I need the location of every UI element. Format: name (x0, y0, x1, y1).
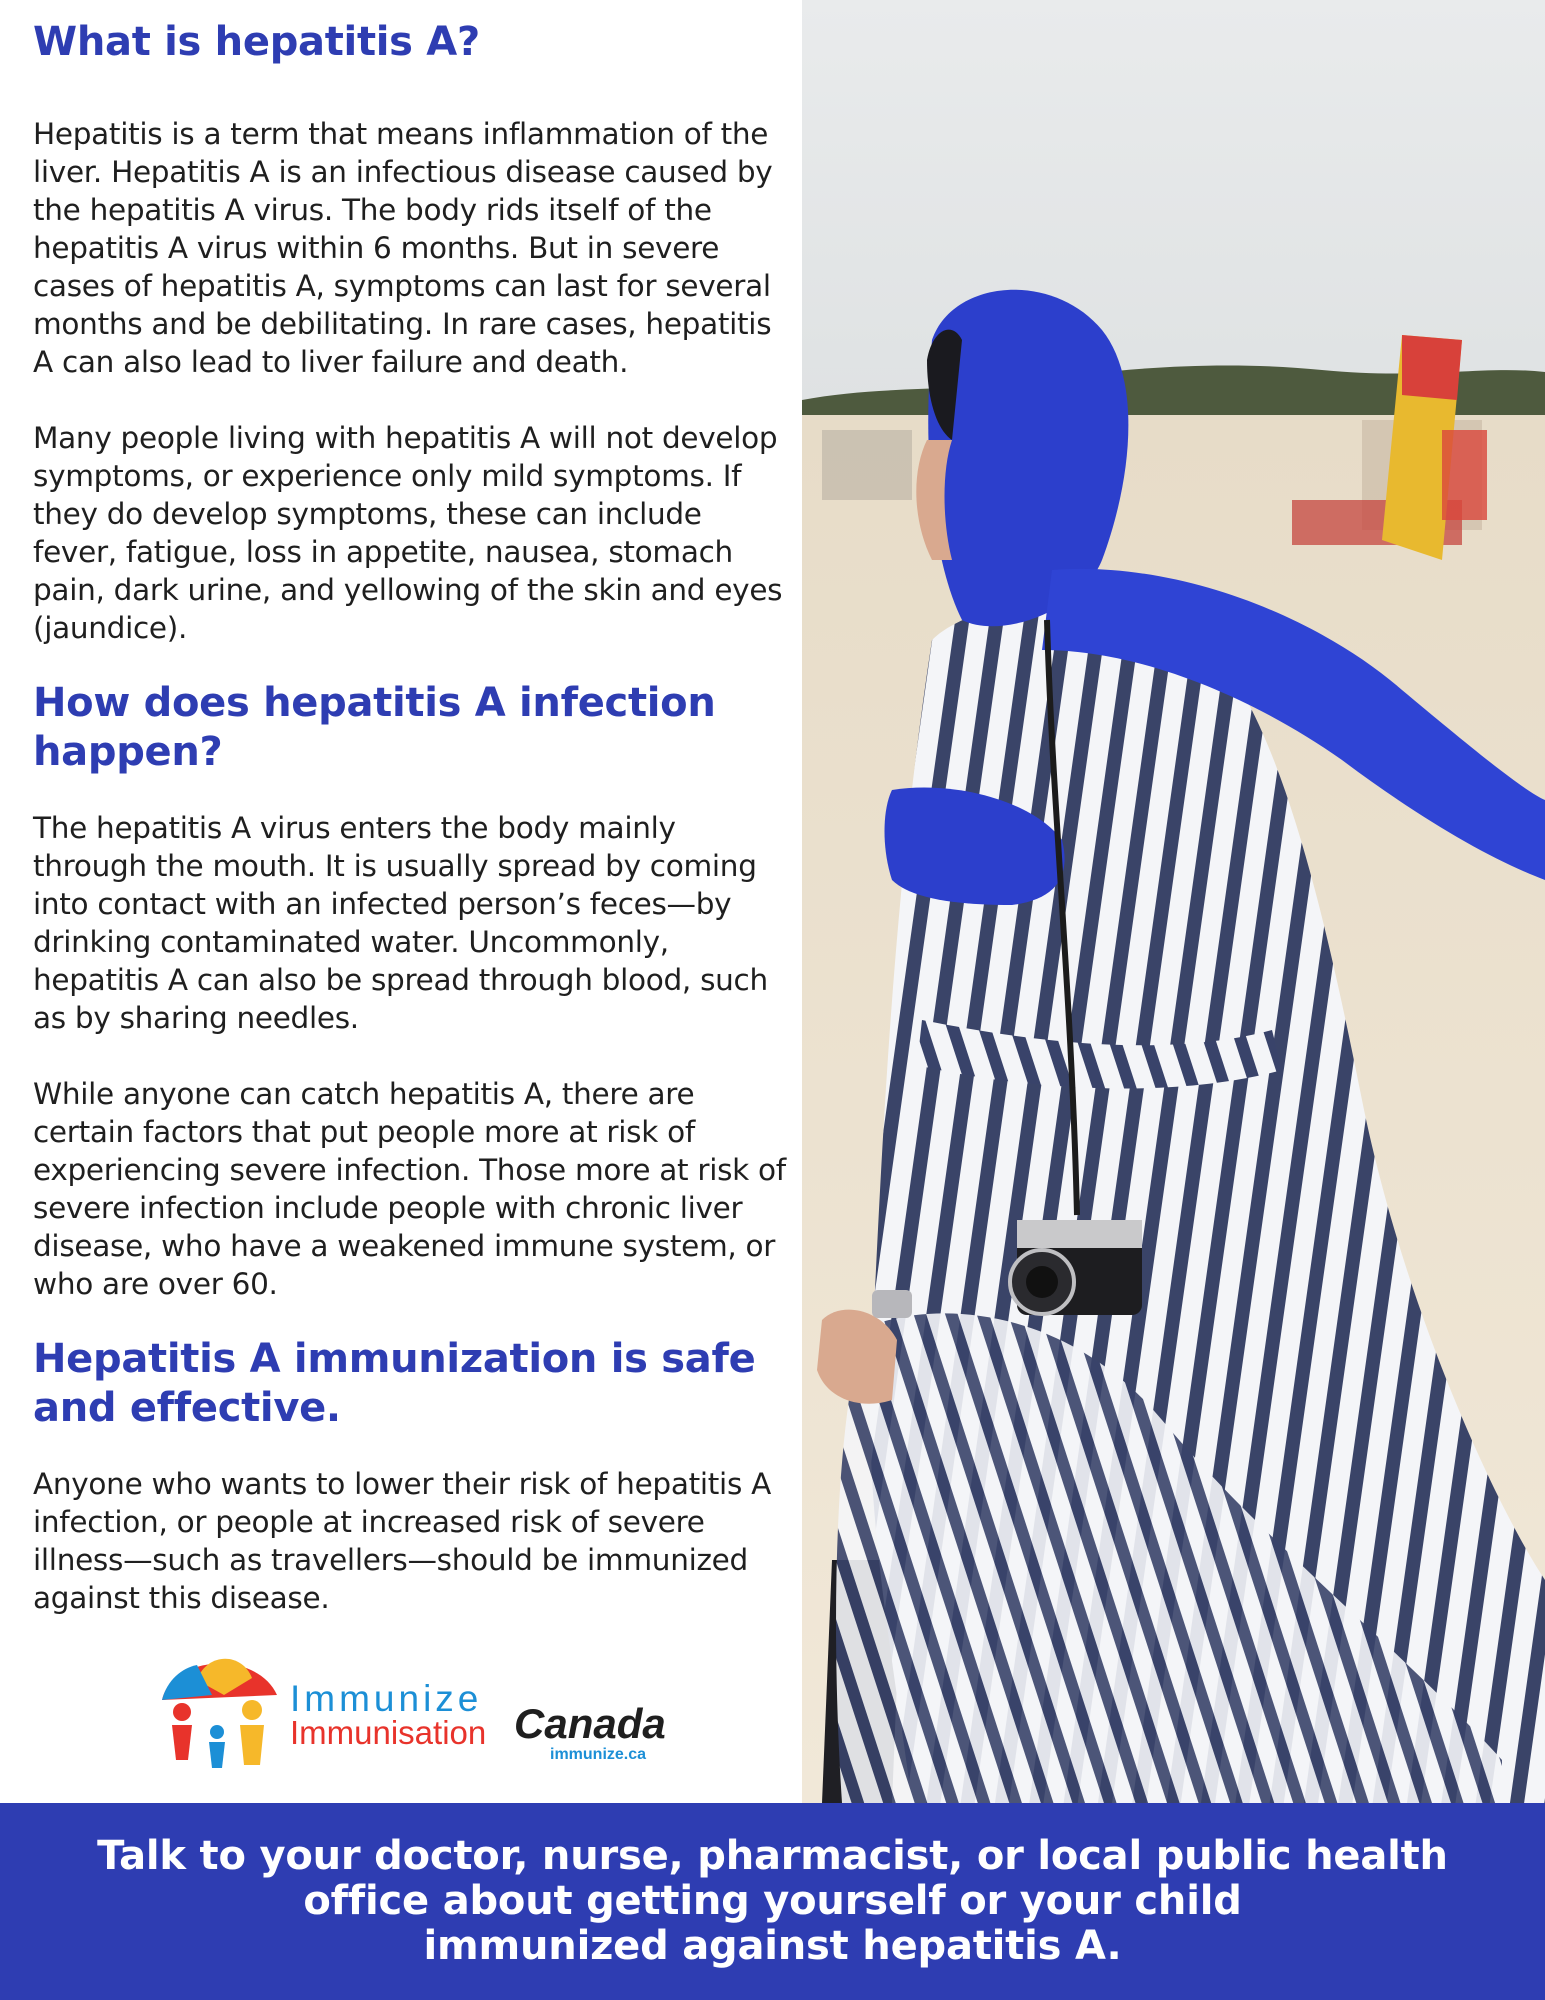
footer-call-to-action (0, 1803, 1545, 2000)
footer-line-2: office about getting yourself or your child (303, 1878, 1242, 1924)
footer-line-3: immunized against hepatitis A. (423, 1923, 1122, 1969)
paragraph-definition: Hepatitis is a term that means inflammation of the liver. Hepatitis A is an infectious disease caused by the hepatitis A virus. The body rids itself of the hepatitis A virus within 6 months. But in severe cases of hepatitis A, symptoms can last for several months and be debilitating. In rare cases, hepatitis A can also lead to liver failure and death. (33, 117, 773, 379)
logo-word-canada: Canada (514, 1700, 666, 1747)
paragraph-transmission: The hepatitis A virus enters the body mainly through the mouth. It is usually spread by coming into contact with an infected person’s feces—by drinking contaminated water. Uncommonly, hepatitis A can also be spread through blood, such as by sharing needles. (33, 811, 768, 1035)
main-content (33, 18, 793, 1617)
paragraph-who-should-immunize: Anyone who wants to lower their risk of hepatitis A infection, or people at increased risk of severe illness—such as travellers—should be immunized against this disease. (33, 1467, 771, 1615)
immunize-canada-logo (152, 1640, 672, 1780)
umbrella-family-icon (152, 1640, 282, 1780)
logo-word-immunisation: Immunisation (290, 1714, 487, 1751)
paragraph-risk-factors: While anyone can catch hepatitis A, there are certain factors that put people more at risk of experiencing severe infection. Those more at risk of severe infection include people with chronic liver disease, who have a weakened immune system, or who are over 60. (33, 1077, 786, 1301)
heading-what-is-hepatitis-a: What is hepatitis A? (33, 19, 480, 65)
heading-immunization-safe: Hepatitis A immunization is safe and effective. (33, 1336, 756, 1431)
logo-word-immunize: Immunize (290, 1678, 483, 1719)
logo-url: immunize.ca (550, 1746, 647, 1763)
paragraph-symptoms: Many people living with hepatitis A will not develop symptoms, or experience only mild symptoms. If they do develop symptoms, these can include fever, fatigue, loss in appetite, nausea, stomach pain, dark urine, and yellowing of the skin and eyes (jaundice). (33, 421, 783, 645)
heading-how-infection-happens: How does hepatitis A infection happen? (33, 680, 716, 775)
photo-woman-on-beach (802, 0, 1545, 1803)
footer-line-1: Talk to your doctor, nurse, pharmacist, or local public health (97, 1833, 1448, 1879)
